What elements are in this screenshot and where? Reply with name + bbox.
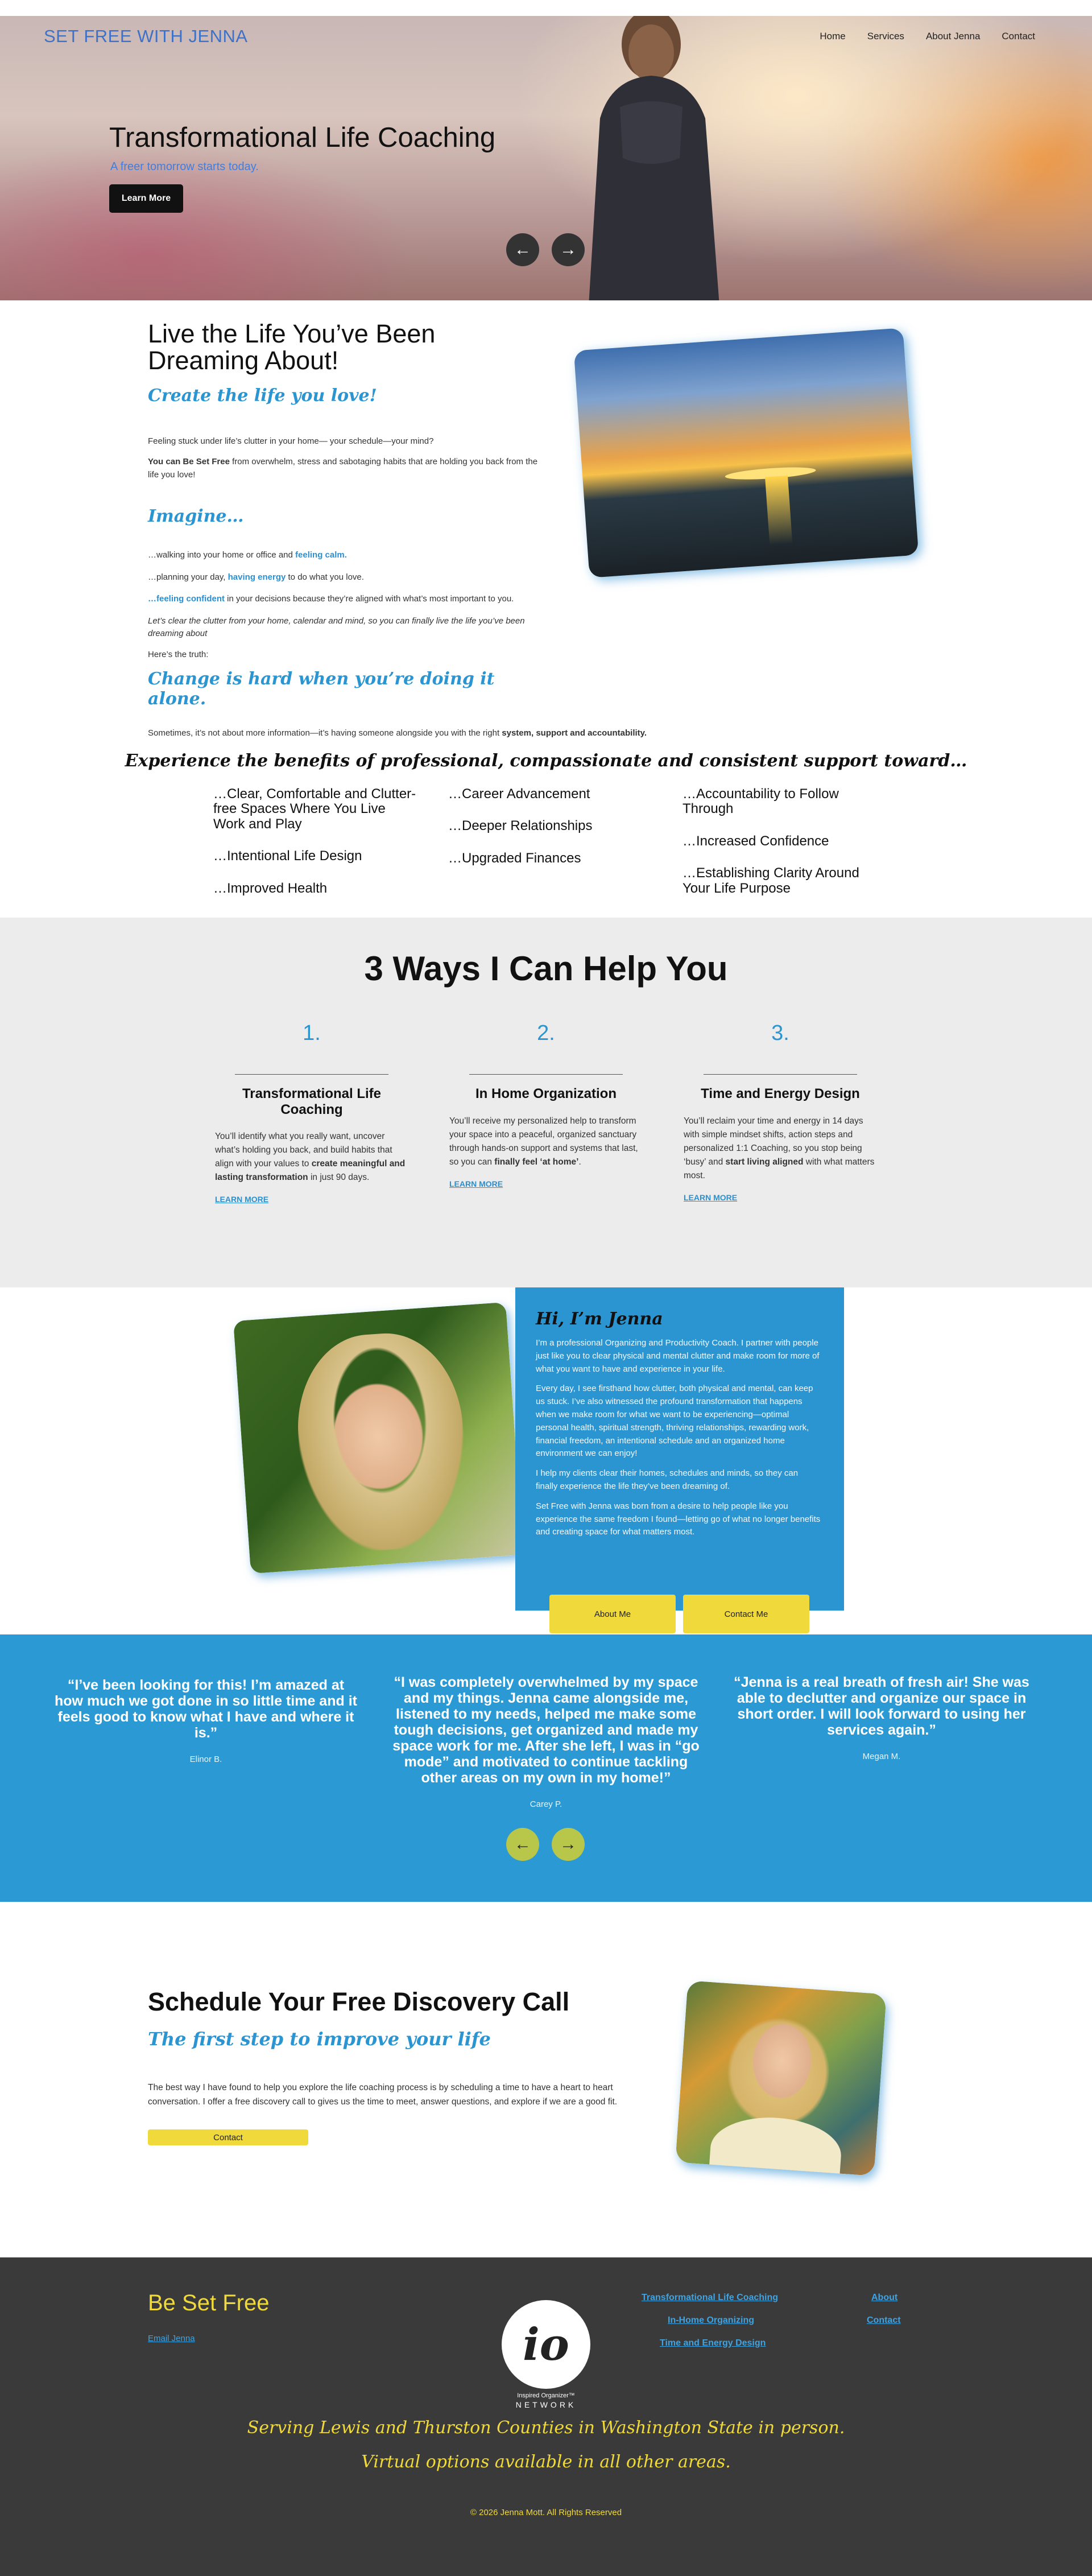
divider bbox=[469, 1074, 623, 1075]
service-card-1 bbox=[215, 1021, 408, 1205]
testimonial-author: Carey P. bbox=[530, 1799, 562, 1809]
schedule-body: The best way I have found to help you explore the life coaching process is by scheduling a time to have a heart to heart conversation. I offer a free discovery call to gives us the time to meet, answer questions, and explore if we are a good fit. bbox=[148, 2083, 618, 2107]
jenna-headshot-photo bbox=[675, 1980, 886, 2176]
jenna-portrait-photo bbox=[233, 1302, 523, 1574]
portrait-shirt bbox=[708, 2113, 843, 2176]
testimonial-quote: “I’ve been looking for this! I’m amazed at how much we got done in so little time and it feels good to know what I have and where it is.” bbox=[55, 1677, 357, 1741]
benefit-item: …Establishing Clarity Around Your Life Purpose bbox=[682, 865, 859, 896]
intro-script-heading: Create the life you love! bbox=[148, 385, 377, 406]
nav-home[interactable]: Home bbox=[820, 31, 846, 42]
learn-more-link-1[interactable]: LEARN MORE bbox=[215, 1195, 269, 1204]
footer-link-about[interactable]: About bbox=[871, 2293, 898, 2302]
arrow-right-icon: → bbox=[560, 1835, 577, 1853]
service-number: 1. bbox=[303, 1021, 321, 1045]
service-body: You’ll identify what you really want, uncover what’s holding you back, and build habits that align with your values to create meaningful and lasting transformation in just 90 days. bbox=[215, 1132, 406, 1183]
arrow-left-icon: ← bbox=[514, 240, 531, 259]
testimonial-author: Megan M. bbox=[862, 1752, 901, 1761]
contact-me-button[interactable]: Contact Me bbox=[683, 1595, 809, 1633]
hero-section bbox=[0, 16, 1092, 300]
divider bbox=[704, 1074, 857, 1075]
sun-reflection bbox=[765, 476, 792, 545]
learn-more-button[interactable]: Learn More bbox=[109, 184, 183, 213]
schedule-heading: Schedule Your Free Discovery Call bbox=[148, 1987, 570, 2016]
imagine-item-2: …planning your day, having energy to do what you love. bbox=[148, 572, 364, 582]
service-title: Time and Energy Design bbox=[701, 1086, 860, 1101]
testimonial-1 bbox=[52, 1677, 359, 1764]
sunset-photo bbox=[574, 328, 919, 577]
arrow-left-icon: ← bbox=[514, 1835, 531, 1853]
slider-next-button[interactable] bbox=[552, 233, 585, 266]
imagine-item-3: …feeling confident in your decisions because they’re aligned with what’s most important to you. bbox=[148, 594, 514, 604]
intro-section bbox=[0, 300, 1092, 918]
nav-services[interactable]: Services bbox=[867, 31, 904, 42]
intro-italic: Let’s clear the clutter from your home, calendar and mind, so you can finally live the life you’ve been dreaming about bbox=[148, 616, 525, 638]
nav-about-jenna[interactable]: About Jenna bbox=[925, 31, 981, 42]
footer-link-in-home-organizing[interactable]: In-Home Organizing bbox=[668, 2315, 754, 2325]
site-logo[interactable]: SET FREE WITH JENNA bbox=[44, 26, 248, 46]
logo-line-2: NETWORK bbox=[515, 2400, 577, 2410]
benefit-item: …Upgraded Finances bbox=[448, 850, 581, 866]
about-box bbox=[515, 1287, 844, 1611]
footer-link-contact[interactable]: Contact bbox=[867, 2315, 901, 2325]
main-nav bbox=[798, 31, 1035, 42]
service-area-line-2: Virtual options available in all other areas. bbox=[361, 2452, 731, 2472]
slider-prev-button[interactable] bbox=[506, 233, 539, 266]
about-p4: Set Free with Jenna was born from a desire to help people like you experience the same freedom I found—letting go of what no longer benefits and creating space for what matters most. bbox=[536, 1501, 821, 1537]
sometimes-text: Sometimes, it’s not about more information—it’s having someone alongside you with the right system, support and accountability. bbox=[148, 728, 647, 738]
copyright: © 2026 Jenna Mott. All Rights Reserved bbox=[470, 2508, 622, 2517]
footer-title: Be Set Free bbox=[148, 2290, 270, 2315]
intro-p2: You can Be Set Free from overwhelm, stress and sabotaging habits that are holding you back from the life you love! bbox=[148, 457, 538, 480]
truth-text: Here’s the truth: bbox=[148, 649, 209, 659]
service-title: Transformational Life Coaching bbox=[242, 1086, 382, 1117]
benefit-item: …Deeper Relationships bbox=[448, 818, 593, 834]
divider bbox=[235, 1074, 388, 1075]
service-number: 3. bbox=[771, 1021, 789, 1045]
service-body: You’ll reclaim your time and energy in 14 days with simple mindset shifts, action steps and personalized 1:1 Coaching, so you stop being ‘busy’ and start living aligned with what matters most. bbox=[684, 1116, 875, 1180]
arrow-right-icon: → bbox=[560, 240, 577, 259]
benefit-item: …Accountability to Follow Through bbox=[682, 786, 839, 817]
hero-subtitle: A freer tomorrow starts today. bbox=[110, 160, 259, 173]
benefit-item: …Improved Health bbox=[213, 880, 328, 896]
hero-background-image bbox=[566, 16, 737, 300]
testimonial-quote: “Jenna is a real breath of fresh air! She was able to declutter and organize our space in short order. I will look forward to using her services again.” bbox=[734, 1674, 1029, 1738]
intro-heading: Live the Life You’ve Been Dreaming About! bbox=[148, 319, 436, 375]
testimonials-section bbox=[0, 1634, 1092, 1902]
testimonial-quote: “I was completely overwhelmed by my space and my things. Jenna came alongside me, listened to my needs, helped me make some tough decisions, get organized and made my space work for me. After she left, I was in “go mode” and motivated to continue tackling other areas on my own in my home!” bbox=[392, 1674, 700, 1786]
benefits-col-3 bbox=[682, 787, 887, 913]
about-p1: I’m a professional Organizing and Productivity Coach. I partner with people just like you to clear physical and mental clutter and make room for more of what you want to have and experience in your life. bbox=[536, 1338, 820, 1374]
testimonials-next-button[interactable] bbox=[552, 1828, 585, 1861]
footer-link-life-coaching[interactable]: Transformational Life Coaching bbox=[642, 2293, 779, 2302]
schedule-subheading: The first step to improve your life bbox=[148, 2028, 491, 2050]
service-card-2 bbox=[449, 1021, 643, 1190]
about-p2: Every day, I see firsthand how clutter, both physical and mental, can keep us stuck. I’ve also witnessed the profound transformation that happens when we make room for what we want to be experiencing—optimal personal health, spiritual strength, thriving relationships, rewarding work, financial freedom, an intentional schedule and an organized home environment we can enjoy! bbox=[536, 1384, 813, 1459]
imagine-heading: Imagine… bbox=[148, 506, 244, 526]
portrait-hair bbox=[292, 1328, 471, 1555]
imagine-item-1: …walking into your home or office and feeling calm. bbox=[148, 550, 347, 560]
contact-button[interactable]: Contact bbox=[148, 2129, 308, 2145]
service-number: 2. bbox=[537, 1021, 555, 1045]
testimonial-2 bbox=[392, 1674, 700, 1809]
intro-p1: Feeling stuck under life’s clutter in your home— your schedule—your mind? bbox=[148, 436, 434, 446]
benefit-item: …Intentional Life Design bbox=[213, 848, 362, 864]
benefits-col-1 bbox=[213, 787, 418, 913]
site-footer bbox=[0, 2257, 1092, 2576]
testimonials-prev-button[interactable] bbox=[506, 1828, 539, 1861]
service-area-line-1: Serving Lewis and Thurston Counties in Washington State in person. bbox=[247, 2418, 845, 2438]
logo-line-1: Inspired Organizer™ bbox=[517, 2392, 575, 2399]
benefit-item: …Career Advancement bbox=[448, 786, 590, 802]
services-section bbox=[0, 918, 1092, 1287]
nav-contact[interactable]: Contact bbox=[1002, 31, 1035, 42]
service-title: In Home Organization bbox=[475, 1086, 617, 1101]
schedule-section bbox=[0, 1902, 1092, 2257]
service-card-3 bbox=[684, 1021, 877, 1203]
change-heading: Change is hard when you’re doing it alone. bbox=[148, 669, 495, 709]
service-body: You’ll receive my personalized help to transform your space into a peaceful, organized sanctuary through hands-on support and systems that last, so you can finally feel ‘at home’. bbox=[449, 1116, 638, 1167]
benefits-col-2 bbox=[448, 787, 653, 883]
about-p3: I help my clients clear their homes, schedules and minds, so they can finally experience the life they’ve been dreaming of. bbox=[536, 1468, 799, 1491]
benefit-item: …Increased Confidence bbox=[682, 833, 829, 849]
inspired-organizer-logo: io bbox=[502, 2300, 590, 2389]
benefit-item: …Clear, Comfortable and Clutter-free Spaces Where You Live Work and Play bbox=[213, 786, 416, 832]
testimonial-3 bbox=[728, 1674, 1035, 1761]
email-jenna-link[interactable]: Email Jenna bbox=[148, 2334, 195, 2343]
learn-more-link-3[interactable]: LEARN MORE bbox=[684, 1192, 738, 1202]
footer-link-time-energy[interactable]: Time and Energy Design bbox=[660, 2338, 766, 2348]
benefits-heading: Experience the benefits of professional, compassionate and consistent support toward… bbox=[125, 751, 967, 771]
services-heading: 3 Ways I Can Help You bbox=[364, 950, 728, 988]
hero-title: Transformational Life Coaching bbox=[109, 122, 496, 153]
about-section bbox=[0, 1287, 1092, 1634]
testimonial-author: Elinor B. bbox=[189, 1755, 222, 1764]
learn-more-link-2[interactable]: LEARN MORE bbox=[449, 1179, 503, 1188]
logo-tagline bbox=[495, 2392, 597, 2410]
about-me-button[interactable]: About Me bbox=[549, 1595, 676, 1633]
about-heading: Hi, I’m Jenna bbox=[536, 1309, 663, 1329]
